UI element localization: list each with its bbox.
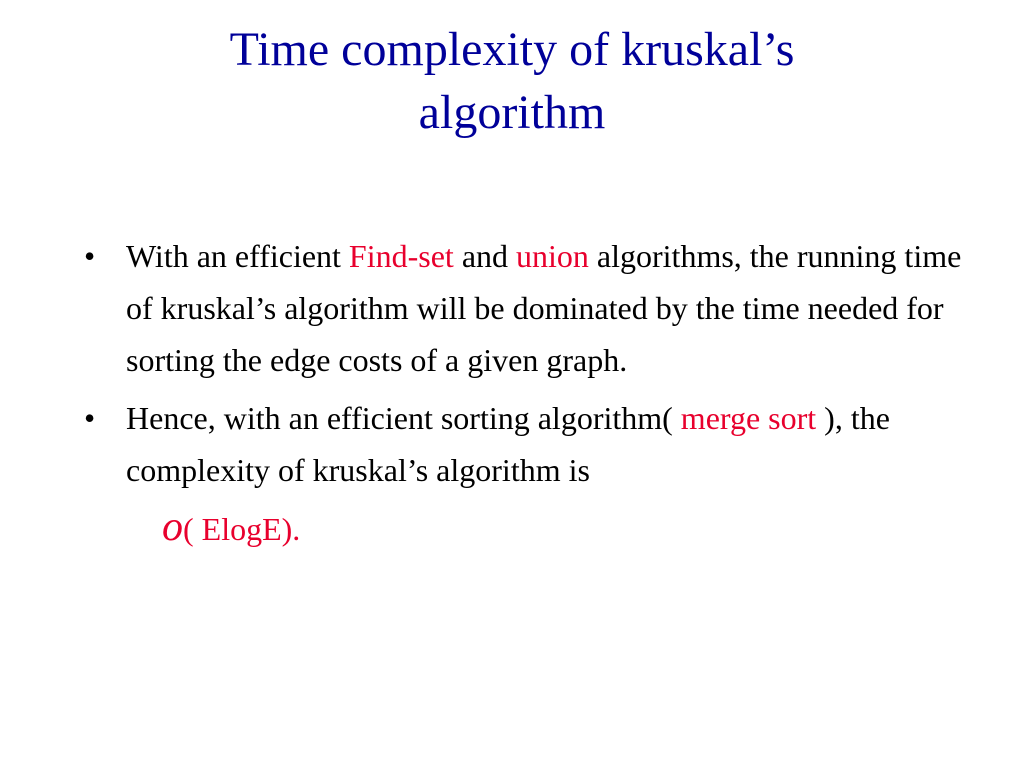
slide-title — [60, 18, 964, 144]
merge-sort-term: merge sort — [680, 400, 817, 436]
find-set-term: Find-set — [348, 238, 454, 274]
bullet-1-text-3: algorithms, the running time of kruskal’s algorithm will be dominated by the time needed for sorting the edge costs of a given graph. — [126, 238, 962, 378]
big-o-symbol: o — [162, 504, 183, 550]
bullet-2-text-1: Hence, with an efficient sorting algorithm( — [126, 400, 681, 436]
bullet-item-1 — [84, 230, 964, 386]
title-line-2: algorithm — [418, 86, 606, 139]
formula-text: ( ElogE). — [183, 511, 301, 547]
bullet-2-text-2: ), the complexity of kruskal’s algorithm is — [126, 400, 890, 488]
bullet-1-text-1: With an efficient — [126, 238, 349, 274]
bullet-dot: • — [84, 400, 96, 436]
bullet-1-text-2: and — [453, 238, 517, 274]
bullet-item-2 — [84, 392, 964, 560]
complexity-formula — [126, 496, 964, 560]
title-line-1: Time complexity of kruskal’s — [229, 23, 795, 76]
union-term: union — [516, 238, 589, 274]
slide-body — [84, 230, 964, 566]
bullet-dot: • — [84, 238, 96, 274]
